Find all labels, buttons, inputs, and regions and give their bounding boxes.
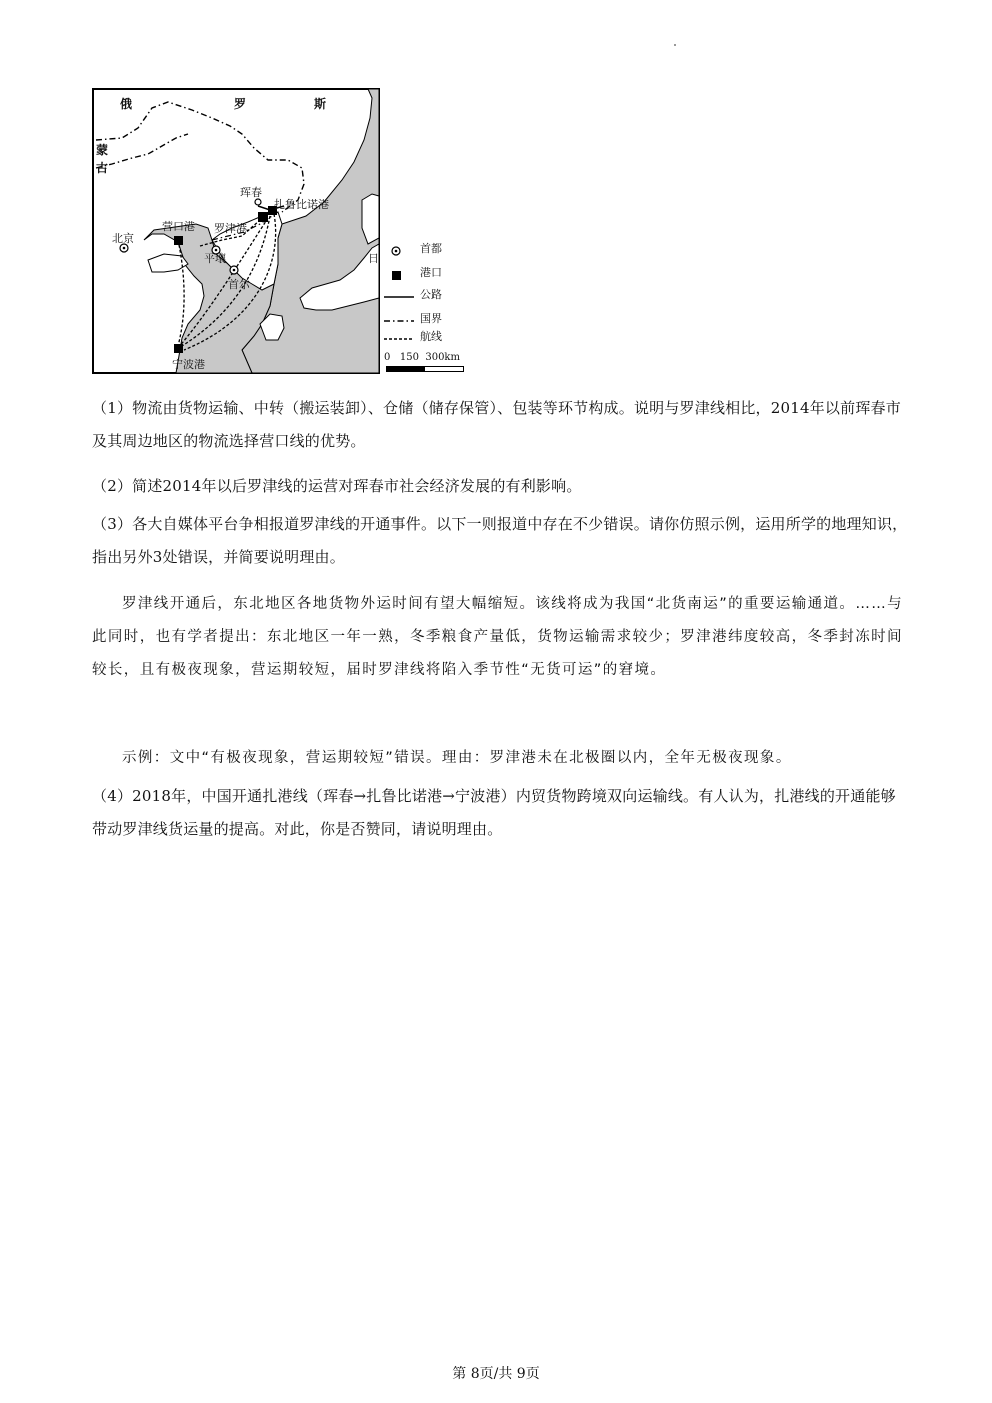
label-seoul: 首尔 <box>228 278 250 291</box>
label-rajin: 罗津港 <box>214 222 247 235</box>
port-ningbo <box>174 344 183 353</box>
question-3: （3）各大自媒体平台争相报道罗津线的开通事件。以下一则报道中存在不少错误。请你仿照示例，运用所学的地理知识，指出另外3处错误，并简要说明理由。 <box>92 515 908 566</box>
label-hunchun: 珲春 <box>240 186 262 199</box>
legend-road <box>384 286 442 302</box>
label-yingkou: 营口港 <box>162 220 195 233</box>
legend-port <box>384 264 442 280</box>
label-ningbo: 宁波港 <box>172 358 205 371</box>
label-russia-3: 斯 <box>314 97 327 111</box>
scale-label: 0 150 300km <box>384 352 460 363</box>
question-2: （2）简述2014年以后罗津线的运营对珲春市社会经济发展的有利影响。 <box>92 477 582 495</box>
map-figure <box>92 88 382 376</box>
legend-road-label: 公路 <box>420 288 442 301</box>
label-japan: 日 <box>368 252 379 265</box>
port-zarubino <box>258 212 268 222</box>
label-mongolia-1: 蒙 <box>96 143 109 157</box>
legend-route-label: 航线 <box>420 330 442 343</box>
port-yingkou <box>174 236 183 245</box>
label-russia-1: 俄 <box>120 97 133 111</box>
scale-bar <box>386 366 464 372</box>
label-mongolia-2: 古 <box>96 161 109 175</box>
legend-capital-label: 首都 <box>420 242 442 255</box>
label-beijing: 北京 <box>112 232 134 245</box>
label-zarubino: 扎鲁比诺港 <box>274 198 329 211</box>
legend-route <box>384 328 442 344</box>
news-passage: 罗津线开通后，东北地区各地货物外运时间有望大幅缩短。该线将成为我国“北货南运”的重要运输通道。……与此同时，也有学者提出：东北地区一年一熟，冬季粮食产量低，货物运输需求较少；罗津港纬度较高，冬季封冻时间较长，且有极夜现象，营运期较短，届时罗津线将陷入季节性“无货可运”的窘境。 <box>92 596 904 678</box>
legend-capital <box>384 240 442 256</box>
label-pyongyang: 平壤 <box>204 252 226 265</box>
city-hunchun <box>255 199 261 205</box>
map-svg <box>92 88 382 376</box>
question-1: （1）物流由货物运输、中转（搬运装卸）、仓储（储存保管）、包装等环节构成。说明与罗津线相比，2014年以前珲春市及其周边地区的物流选择营口线的优势。 <box>92 399 901 450</box>
label-russia-2: 罗 <box>234 97 247 111</box>
legend-port-label: 港口 <box>420 266 442 279</box>
page-footer: 第 8页/共 9页 <box>452 1366 540 1382</box>
legend-border <box>384 310 442 326</box>
scan-speck <box>674 44 676 46</box>
question-4: （4）2018年，中国开通扎港线（珲春→扎鲁比诺港→宁波港）内贸货物跨境双向运输线。有人认为，扎港线的开通能够带动罗津线货运量的提高。对此，你是否赞同，请说明理由。 <box>92 787 896 838</box>
legend-border-label: 国界 <box>420 312 442 325</box>
example-answer: 示例：文中“有极夜现象，营运期较短”错误。理由：罗津港未在北极圈以内，全年无极夜现象。 <box>122 750 792 766</box>
